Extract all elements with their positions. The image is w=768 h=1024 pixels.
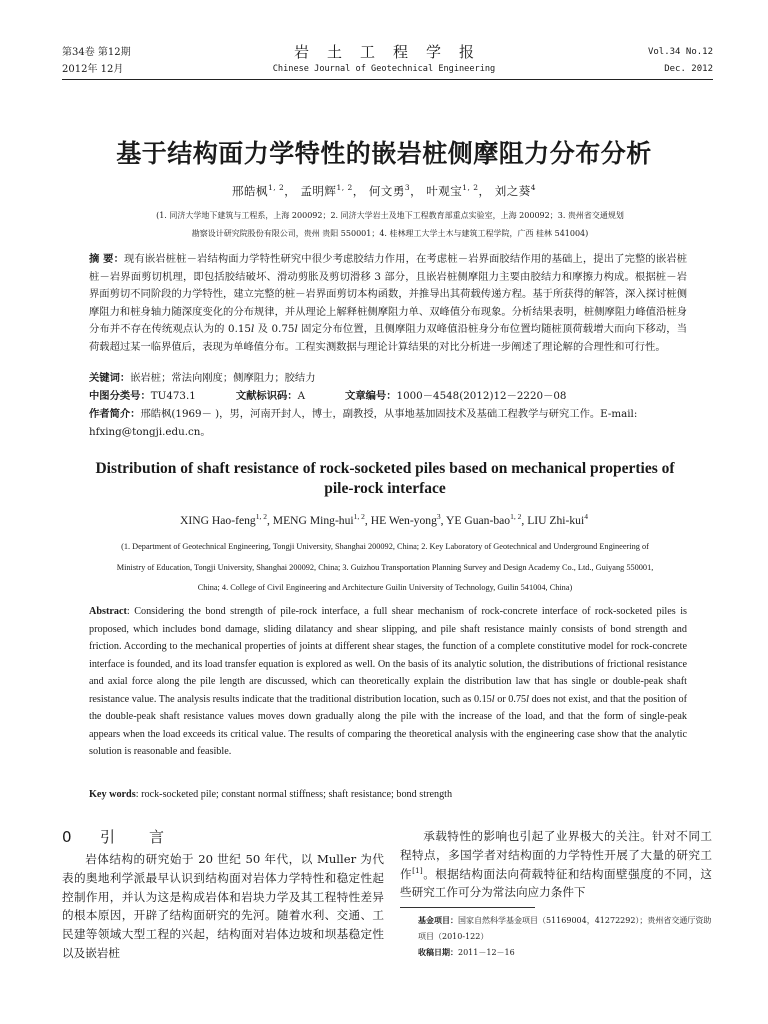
author-affil-ref: 1, 2 <box>510 512 522 522</box>
journal-name-en: Chinese Journal of Geotechnical Engineering <box>272 64 496 74</box>
body-column-left: 岩体结构的研究始于 20 世纪 50 年代，以 Muller 为代表的奥地利学派最早认识到结构面对岩体力学特性和稳定性起控制作用，并认为这是构成岩体和岩块力学及其工程特性差异的根本原因，开辟了结构面研究的先河。随着水利、交通、工民建等领域大型工程的兴起，结构面对岩体边坡和坝基稳定性以及嵌岩桩 <box>62 852 384 960</box>
header-volume-en: Vol.34 No.12 <box>647 47 713 57</box>
affiliation-line: 勘察设计研究院股份有限公司，贵州 贵阳 550001；4. 桂林理工大学土木与建筑工程学院，广西 桂林 541004) <box>191 229 589 238</box>
footnote-rule <box>400 907 535 908</box>
author-name: HE Wen-yong <box>370 514 437 527</box>
body-text: 承载特性的影响也引起了业界极大的关注。针对不同工程特点，多国学者对结构面的力学特性开展了大量的研究工作 <box>400 829 712 881</box>
abstract-en-var: l <box>526 693 529 705</box>
author-intro <box>89 406 689 441</box>
author-name: XING Hao-feng <box>180 514 256 527</box>
author-affil-ref: 3 <box>404 183 411 193</box>
received-note <box>418 945 713 961</box>
clc-label: 中图分类号： <box>89 390 151 402</box>
author-affil-ref: 4 <box>530 183 536 193</box>
author-affil-ref: 3 <box>436 512 441 522</box>
header-date-cn: 2012年 12月 <box>62 64 124 75</box>
article-no-value: 1000－4548(2012)12－2220－08 <box>396 390 567 402</box>
keywords-cn-text: 嵌岩桩；常法向刚度；侧摩阻力；胶结力 <box>130 372 316 384</box>
abstract-cn-text: 固定分布位置，且侧摩阻力双峰值沿桩身分布位置均随桩顶荷载增大而向下移动，当荷载超过某一临界值后，表现为单峰值分布。工程实测数据与理论计算结果的对比分析进一步阐述了理论解的合理性和可行性。 <box>89 323 687 353</box>
authors-cn: 邢皓枫$^{1, 2}$， 孟明辉$^{1, 2}$， 何文勇$^3$， 叶观宝$^{1, 2}$， 刘之葵$^4$ <box>232 183 536 198</box>
affiliations-cn <box>100 207 680 243</box>
author-name: 何文勇 <box>368 184 405 198</box>
journal-name-cn: 岩土工程学报 <box>293 43 492 61</box>
abstract-en-text: does not exist, and that the position of the double-peak shaft resistance values moves down gradually along the pile with the increase of the load, and that the form of single-peak appears when the load exceeds its critical value. The results of comparing the theoretical analysis with the engineering case show that the analytic solution is reasonable and feasible. <box>89 693 687 757</box>
author-affil-ref: 1, 2 <box>462 183 479 193</box>
author-affil-ref: 1, 2 <box>353 512 365 522</box>
footnote <box>418 913 713 961</box>
keywords-cn <box>89 370 689 388</box>
author-name: 刘之葵 <box>494 184 531 198</box>
abstract-cn-var: l <box>250 323 255 336</box>
clc-value: TU473.1 <box>150 390 196 402</box>
abstract-cn <box>89 251 687 357</box>
abstract-en-text: or 0.75 <box>494 693 527 705</box>
author-name: 叶观宝 <box>426 184 463 198</box>
body-column-right <box>400 827 712 902</box>
received-label: 收稿日期： <box>418 948 458 957</box>
paper-title-en: Distribution of shaft resistance of rock-socketed piles based on mechanical properties of pile-rock interface <box>95 460 675 497</box>
keywords-en-label: Key words <box>89 789 136 800</box>
article-no-label: 文章编号： <box>345 390 397 402</box>
received-date: 2011－12－16 <box>458 948 515 957</box>
author-affil-ref: 1, 2 <box>255 512 267 522</box>
author-affil-ref: 1, 2 <box>268 183 285 193</box>
body-text: 。根据结构面法向荷载特征和结构面壁强度的不同，这些研究工作可分为常法向应力条件下 <box>400 866 712 900</box>
header-rule <box>62 79 713 80</box>
funding-text: 国家自然科学基金项目（51169004，41272292）；贵州省交通厅资助项目（2010-122） <box>418 916 712 941</box>
abstract-en-label: Abstract <box>89 606 127 617</box>
author-name: YE Guan-bao <box>446 514 511 527</box>
section-number: 0 <box>62 828 72 846</box>
header-volume: 第34卷 第12期 <box>62 47 131 58</box>
author-name: 邢皓枫 <box>232 184 269 198</box>
affiliation-line: (1. 同济大学地下建筑与工程系，上海 200092；2. 同济大学岩土及地下工程教育部重点实验室，上海 200092；3. 贵州省交通规划 <box>156 211 624 220</box>
funding-label: 基金项目： <box>418 916 458 925</box>
abstract-cn-var: l <box>294 323 298 336</box>
abstract-en-text: : Considering the bond strength of pile-rock interface, a full shear mechanism of rock-concrete interface of rock-socketed piles is proposed, which includes bond damage, sliding dilatancy and shear slipping, and pile shaft resistance mainly consists of bond strength and friction. According to the mechanical properties of joints at different shear stages, the function of a complete constitutive model for rock-concrete interface is founded, and its load transfer equation is explored as well. On the basis of its analytic solution, the distributions of frictional resistance and axial force along the pile length are discussed, which can theoretically explain the distribution law that has single or double-peak shaft resistance value. The analysis results indicate that the traditional distribution location, such as 0.15 <box>89 606 687 705</box>
keywords-cn-label: 关键词： <box>89 372 131 384</box>
abstract-en-var: l <box>491 693 495 705</box>
author-affil-ref: 4 <box>584 512 588 522</box>
citation-ref: [1] <box>412 865 423 875</box>
keywords-en <box>89 789 687 800</box>
author-name: 孟明辉 <box>300 184 337 198</box>
abstract-cn-label: 摘 要： <box>89 253 125 265</box>
section-heading <box>62 826 198 847</box>
section-title: 引言 <box>100 828 199 846</box>
author-intro-label: 作者简介： <box>89 408 141 420</box>
abstract-cn-text: 及 0.75 <box>254 323 295 336</box>
funding-note <box>418 913 713 945</box>
doc-code-value: A <box>297 390 306 402</box>
affiliations-en: (1. Department of Geotechnical Engineering, Tongji University, Shanghai 200092, China; 2. Key Laboratory of Geotechnical and Underground Engineering of Ministry of Education, Tongji University, Shanghai 200092, China; 3. Guizhou Transportation Planning Survey and Design Academy Co., Ltd., Guiyang 550001, China; 4. College of Civil Engineering and Architecture Guilin University of Technology, Guilin 541004, China) <box>116 542 654 592</box>
header-issue-info <box>648 44 713 78</box>
abstract-en <box>89 603 687 761</box>
authors-en: XING Hao-feng$^{1, 2}$, MENG Ming-hui$^{1, 2}$, HE Wen-yong$^3$, YE Guan-bao$^{1, 2}$, LIU Zhi-kui$^4$ <box>180 512 588 527</box>
abstract-cn-text: 现有嵌岩桩桩－岩结构面力学特性研究中很少考虑胶结力作用，在考虑桩－岩界面胶结作用的基础上，提出了完整的嵌岩桩桩－岩界面剪切机理，即包括胶结破坏、滑动剪胀及剪切滑移 3 部分，且嵌岩桩侧摩阻力主要由胶结力和摩擦力构成。根据桩－岩界面剪切不同阶段的力学特性，建立完整的桩－岩界面剪切本构函数，并推导出其荷载传递方程。基于所获得的解答，深入探讨桩侧摩阻力和桩身轴力随深度变化的分布规律，并从理论上解释桩侧摩阻力单、双峰值分布现象。分析结果表明，桩侧摩阻力峰值沿桩身分布并不存在传统观点认为的 0.15 <box>89 253 688 336</box>
paper-title-cn: 基于结构面力学特性的嵌岩桩侧摩阻力分布分析 <box>116 139 652 168</box>
author-name: MENG Ming-hui <box>272 514 354 527</box>
keywords-en-text: : rock-socketed pile; constant normal stiffness; shaft resistance; bond strength <box>135 789 453 800</box>
author-intro-text: 邢皓枫(1969－ )，男，河南开封人，博士，副教授，从事地基加固技术及基础工程教学与研究工作。E-mail: hfxing@tongji.edu.cn。 <box>89 408 638 438</box>
author-name: LIU Zhi-kui <box>527 514 585 527</box>
header-date-en: Dec. 2012 <box>664 64 713 74</box>
author-affil-ref: 1, 2 <box>336 183 353 193</box>
classification-line <box>89 388 689 406</box>
doc-code-label: 文献标识码： <box>235 390 298 402</box>
